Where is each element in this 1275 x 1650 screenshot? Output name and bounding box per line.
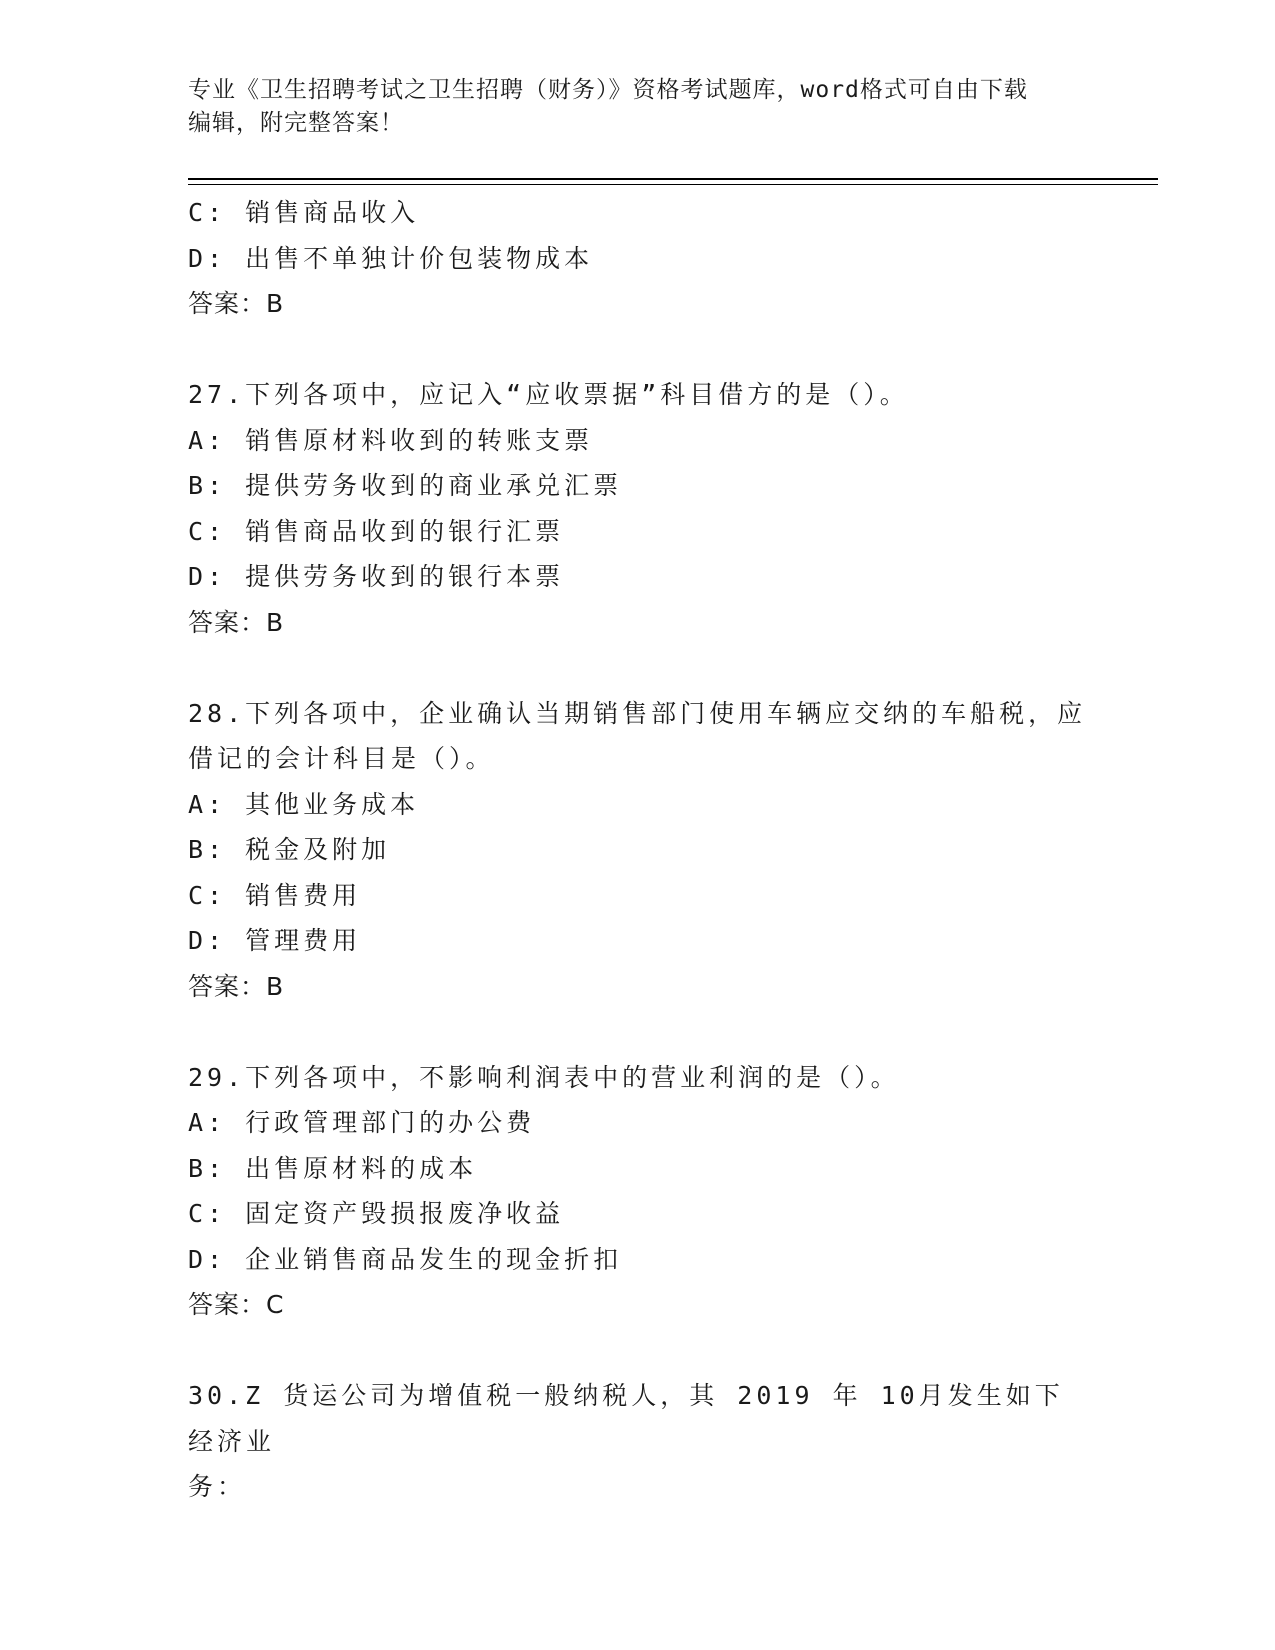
answer-label: 答案：C — [188, 1290, 285, 1319]
answer-label: 答案：B — [188, 607, 285, 637]
question-stem-line-2: 借记的会计科目是（）。 — [188, 744, 495, 773]
option-c: C: 固定资产毁损报废净收益 — [188, 1199, 565, 1228]
option-d: D: 管理费用 — [188, 926, 362, 955]
option-b: B: 税金及附加 — [188, 835, 391, 864]
option-b: B: 出售原材料的成本 — [188, 1153, 478, 1183]
header-divider-thin — [188, 184, 1158, 185]
question-stem: 29.下列各项中，不影响利润表中的营业利润的是（）。 — [188, 1062, 900, 1092]
option-d: D: 企业销售商品发生的现金折扣 — [188, 1244, 623, 1274]
question-list — [188, 190, 1088, 1555]
question-stem: 27.下列各项中，应记入“应收票据”科目借方的是（）。 — [188, 380, 909, 409]
option-d: D: 提供劳务收到的银行本票 — [188, 562, 565, 591]
question-block-prev — [188, 190, 1088, 327]
question-stem-line-1: 28.下列各项中，企业确认当期销售部门使用车辆应交纳的车船税，应 — [188, 698, 1087, 728]
question-block-28 — [188, 691, 1088, 1010]
option-a: A: 行政管理部门的办公费 — [188, 1108, 536, 1137]
answer-label: 答案：B — [188, 289, 285, 318]
option-a: A: 其他业务成本 — [188, 789, 420, 819]
question-block-30 — [188, 1373, 1088, 1510]
header-intro-line-2: 编辑，附完整答案！ — [188, 110, 404, 136]
header-intro-line-1: 专业《卫生招聘考试之卫生招聘（财务）》资格考试题库，word格式可自由下载 — [188, 77, 1028, 103]
option-c: C: 销售费用 — [188, 880, 362, 910]
document-header — [188, 74, 1088, 140]
option-c: C: 销售商品收到的银行汇票 — [188, 516, 565, 546]
header-divider-thick — [188, 178, 1158, 180]
question-block-29 — [188, 1055, 1088, 1328]
question-stem-line-2: 务： — [188, 1472, 247, 1501]
option-c: C: 销售商品收入 — [188, 198, 420, 227]
answer-label: 答案：B — [188, 971, 285, 1001]
option-a: A: 销售原材料收到的转账支票 — [188, 425, 594, 455]
option-b: B: 提供劳务收到的商业承兑汇票 — [188, 471, 623, 500]
option-d: D: 出售不单独计价包装物成本 — [188, 243, 594, 273]
question-block-27 — [188, 372, 1088, 645]
question-stem-line-1: 30.Z 货运公司为增值税一般纳税人，其 2019 年 10月发生如下经济业 — [188, 1381, 1064, 1456]
